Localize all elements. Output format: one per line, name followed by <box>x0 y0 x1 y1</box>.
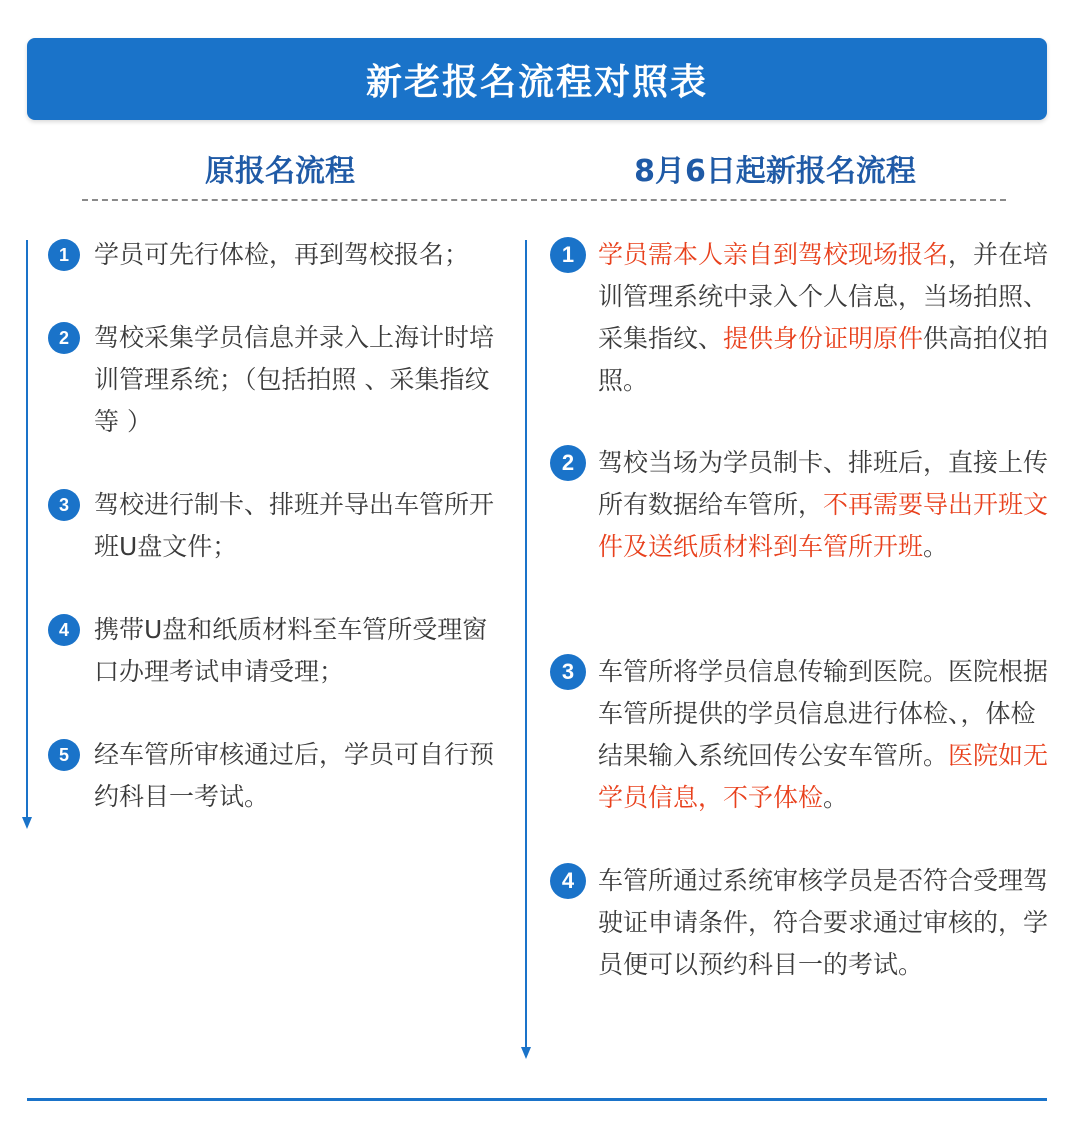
new-step-1 <box>550 234 1052 402</box>
old-process-timeline-line <box>26 240 28 818</box>
step-number-badge: 1 <box>48 239 80 271</box>
step-text-highlight: 提供身份证明原件 <box>723 324 924 353</box>
step-text-segment: 。 <box>823 783 849 812</box>
step-number-badge: 3 <box>48 489 80 521</box>
step-text: 学员可先行体检，再到驾校报名； <box>94 240 470 269</box>
step-number-badge: 2 <box>48 322 80 354</box>
step-text-segment: ，并在培训管理系统中录入个人信息，当场拍照、采集指纹、 <box>598 240 1049 353</box>
new-process-timeline-line <box>525 240 527 1048</box>
title-banner <box>27 38 1047 120</box>
old-process-arrow-down-icon <box>22 817 32 829</box>
step-text <box>598 860 1052 986</box>
step-text-segment: 驾校当场为学员制卡、排班后，直接上传所有数据给车管所， <box>598 448 1049 519</box>
step-number-badge: 2 <box>550 445 586 481</box>
step-number-badge: 1 <box>550 237 586 273</box>
old-step-4 <box>48 609 498 693</box>
step-text <box>598 651 1052 819</box>
step-text: 驾校进行制卡、排班并导出车管所开班U盘文件； <box>94 490 495 561</box>
old-step-3 <box>48 484 498 568</box>
step-text-segment: 车管所将学员信息传输到医院。医院根据车管所提供的学员信息进行体检、，体检结果输入系统回传公安车管所。 <box>598 657 1049 770</box>
step-number-badge: 5 <box>48 739 80 771</box>
new-process-arrow-down-icon <box>521 1047 531 1059</box>
step-text-highlight: 医院如无学员信息，不予体检 <box>598 741 1049 812</box>
new-step-3 <box>550 651 1052 819</box>
step-text: 驾校采集学员信息并录入上海计时培训管理系统；（包括拍照 、采集指纹等 ） <box>94 323 495 436</box>
old-step-1 <box>48 234 498 276</box>
step-text-segment: 供高拍仪拍照。 <box>598 324 1049 395</box>
old-step-5 <box>48 734 498 818</box>
step-text-highlight: 学员需本人亲自到驾校现场报名 <box>598 240 949 269</box>
step-text-highlight: 不再需要导出开班文件及送纸质材料到车管所开班 <box>598 490 1049 561</box>
step-text-segment: 。 <box>923 532 949 561</box>
dashed-divider <box>82 199 1006 201</box>
step-text <box>598 234 1052 402</box>
step-number-badge: 3 <box>550 654 586 690</box>
new-step-2 <box>550 442 1052 568</box>
step-number-badge: 4 <box>48 614 80 646</box>
new-process-heading: 8月6日起新报名流程 <box>634 154 916 189</box>
step-text: 携带U盘和纸质材料至车管所受理窗口办理考试申请受理； <box>94 615 488 686</box>
old-process-heading: 原报名流程 <box>205 154 355 189</box>
page-title: 新老报名流程对照表 <box>365 61 708 103</box>
step-text: 经车管所审核通过后，学员可自行预约科目一考试。 <box>94 740 495 811</box>
step-text-segment: 车管所通过系统审核学员是否符合受理驾驶证申请条件，符合要求通过审核的，学员便可以预约科目一的考试。 <box>598 866 1049 979</box>
bottom-rule <box>27 1098 1047 1101</box>
step-number-badge: 4 <box>550 863 586 899</box>
step-text <box>598 442 1052 568</box>
new-step-4 <box>550 860 1052 986</box>
old-step-2 <box>48 317 498 443</box>
